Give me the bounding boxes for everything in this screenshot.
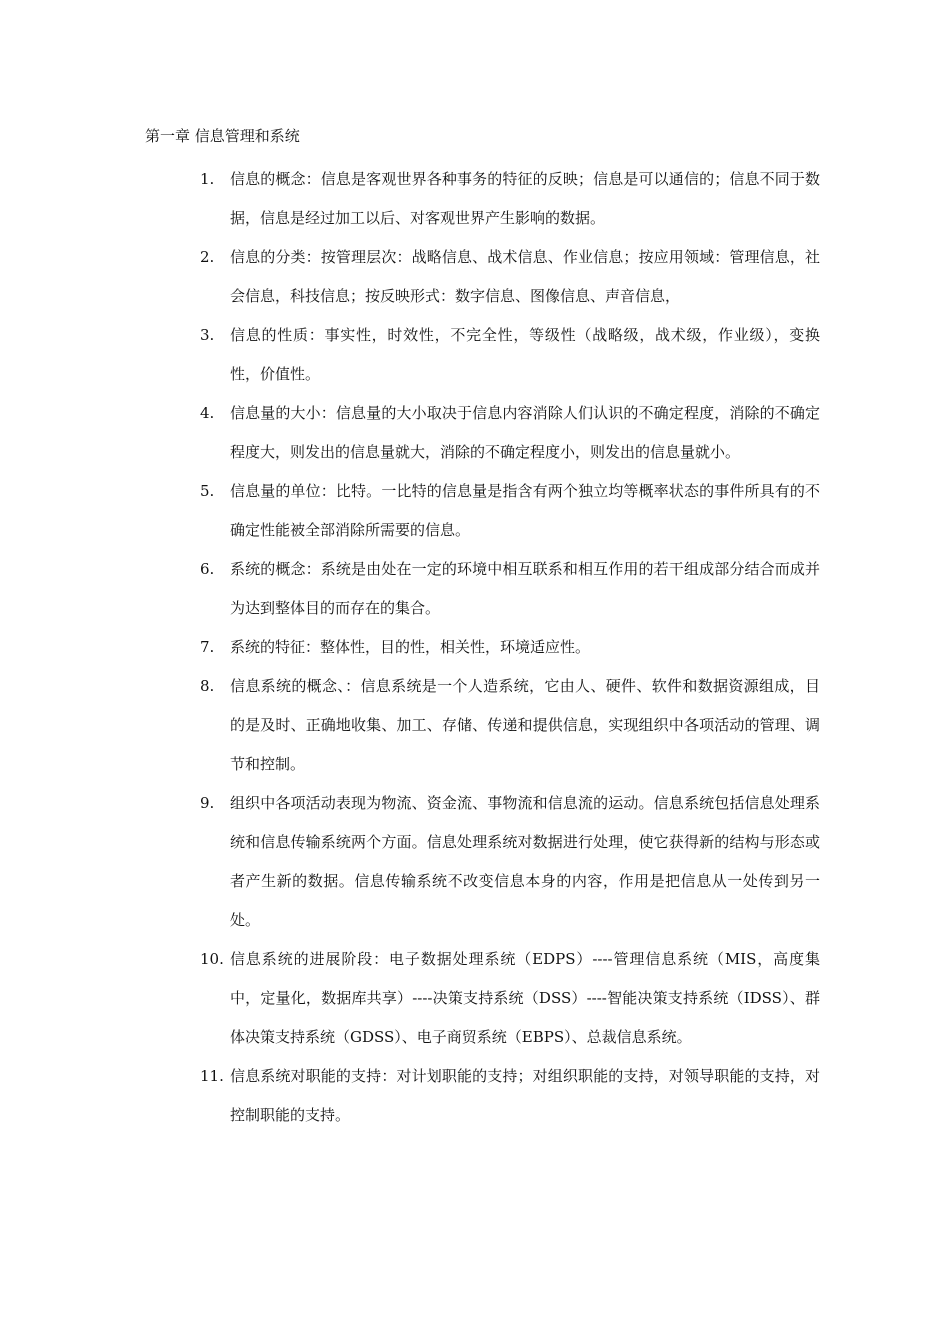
item-number: 2. bbox=[200, 248, 215, 266]
notes-list bbox=[200, 160, 820, 1135]
list-item bbox=[200, 394, 820, 472]
item-text: 信息量的单位：比特。一比特的信息量是指含有两个独立均等概率状态的事件所具有的不确定性能被全部消除所需要的信息。 bbox=[230, 482, 820, 539]
item-number: 1. bbox=[200, 170, 215, 188]
item-text: 信息量的大小：信息量的大小取决于信息内容消除人们认识的不确定程度，消除的不确定程度大，则发出的信息量就大，消除的不确定程度小，则发出的信息量就小。 bbox=[230, 404, 820, 461]
chapter-title: 第一章 信息管理和系统 bbox=[145, 127, 300, 145]
item-text: 信息的性质：事实性，时效性，不完全性，等级性（战略级，战术级，作业级），变换性，价值性。 bbox=[230, 326, 820, 383]
item-text: 信息的分类：按管理层次：战略信息、战术信息、作业信息；按应用领域：管理信息，社会信息，科技信息；按反映形式：数字信息、图像信息、声音信息， bbox=[230, 248, 820, 305]
item-number: 4. bbox=[200, 404, 215, 422]
item-text: 信息系统的进展阶段：电子数据处理系统（EDPS）----管理信息系统（MIS，高度集中，定量化，数据库共享）----决策支持系统（DSS）----智能决策支持系统（IDSS）、群体决策支持系统（GDSS）、电子商贸系统（EBPS）、总裁信息系统。 bbox=[230, 950, 820, 1046]
list-item bbox=[200, 160, 820, 238]
item-text: 信息的概念：信息是客观世界各种事务的特征的反映；信息是可以通信的；信息不同于数据，信息是经过加工以后、对客观世界产生影响的数据。 bbox=[230, 170, 820, 227]
list-item bbox=[200, 472, 820, 550]
item-number: 3. bbox=[200, 326, 215, 344]
item-number: 11. bbox=[200, 1067, 224, 1085]
item-number: 10. bbox=[200, 950, 224, 968]
item-number: 8. bbox=[200, 677, 215, 695]
item-number: 9. bbox=[200, 794, 215, 812]
item-text: 信息系统的概念、：信息系统是一个人造系统，它由人、硬件、软件和数据资源组成，目的是及时、正确地收集、加工、存储、传递和提供信息，实现组织中各项活动的管理、调节和控制。 bbox=[230, 677, 820, 773]
list-item bbox=[200, 940, 820, 1057]
item-number: 7. bbox=[200, 638, 215, 656]
list-item bbox=[200, 784, 820, 940]
list-item bbox=[200, 316, 820, 394]
list-item bbox=[200, 628, 820, 667]
list-item bbox=[200, 1057, 820, 1135]
list-item bbox=[200, 550, 820, 628]
list-item bbox=[200, 238, 820, 316]
item-number: 5. bbox=[200, 482, 215, 500]
item-text: 系统的特征：整体性，目的性，相关性，环境适应性。 bbox=[230, 638, 591, 656]
item-number: 6. bbox=[200, 560, 215, 578]
item-text: 组织中各项活动表现为物流、资金流、事物流和信息流的运动。信息系统包括信息处理系统和信息传输系统两个方面。信息处理系统对数据进行处理，使它获得新的结构与形态或者产生新的数据。信息传输系统不改变信息本身的内容，作用是把信息从一处传到另一处。 bbox=[230, 794, 820, 929]
list-item bbox=[200, 667, 820, 784]
item-text: 信息系统对职能的支持：对计划职能的支持；对组织职能的支持，对领导职能的支持，对控制职能的支持。 bbox=[230, 1067, 820, 1124]
item-text: 系统的概念：系统是由处在一定的环境中相互联系和相互作用的若干组成部分结合而成并为达到整体目的而存在的集合。 bbox=[230, 560, 820, 617]
